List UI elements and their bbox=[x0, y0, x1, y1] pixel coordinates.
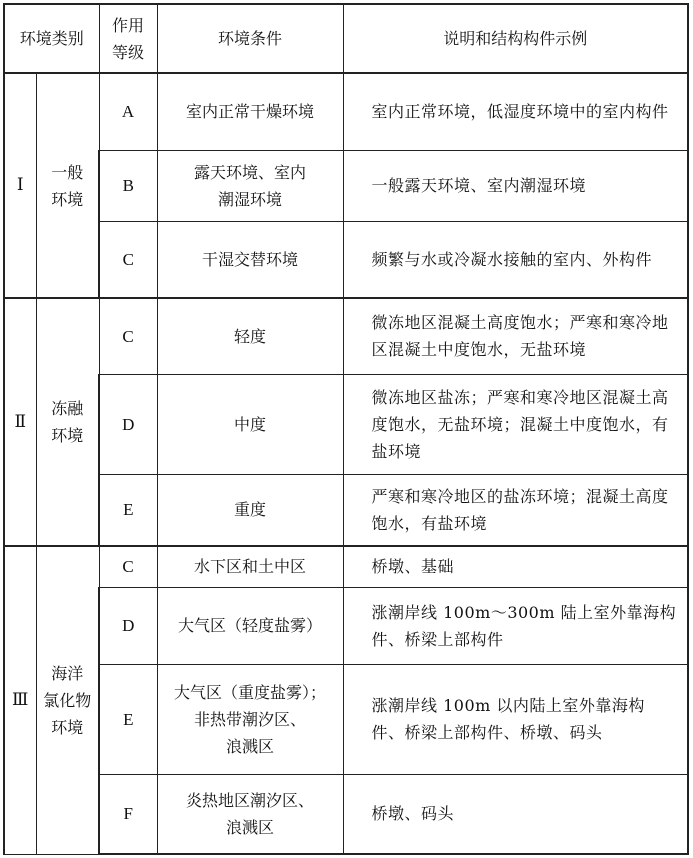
description-cell: 桥墩、基础 bbox=[343, 546, 688, 587]
table-row bbox=[4, 298, 688, 374]
table-row bbox=[4, 374, 688, 474]
grade-cell: E bbox=[99, 664, 157, 774]
description-cell: 涨潮岸线 100m 以内陆上室外靠海构件、桥梁上部构件、桥墩、码头 bbox=[343, 664, 688, 774]
condition-cell: 重度 bbox=[157, 474, 343, 546]
grade-cell: D bbox=[99, 587, 157, 664]
category-numeral: Ⅰ bbox=[4, 73, 36, 298]
description-cell: 严寒和寒冷地区的盐冻环境；混凝土高度饱水，有盐环境 bbox=[343, 474, 688, 546]
condition-cell: 水下区和土中区 bbox=[157, 546, 343, 587]
table-row bbox=[4, 587, 688, 664]
condition-cell: 室内正常干燥环境 bbox=[157, 73, 343, 150]
table-row bbox=[4, 73, 688, 150]
grade-cell: C bbox=[99, 546, 157, 587]
table-row bbox=[4, 150, 688, 221]
grade-cell: C bbox=[99, 221, 157, 298]
table-row bbox=[4, 664, 688, 774]
header-category: 环境类别 bbox=[4, 4, 99, 73]
condition-cell: 中度 bbox=[157, 374, 343, 474]
category-name: 一般 环境 bbox=[36, 73, 99, 298]
table-row bbox=[4, 474, 688, 546]
description-cell: 室内正常环境，低湿度环境中的室内构件 bbox=[343, 73, 688, 150]
condition-cell: 干湿交替环境 bbox=[157, 221, 343, 298]
description-cell: 桥墩、码头 bbox=[343, 774, 688, 854]
description-cell: 一般露天环境、室内潮湿环境 bbox=[343, 150, 688, 221]
grade-cell: C bbox=[99, 298, 157, 374]
grade-cell: A bbox=[99, 73, 157, 150]
description-cell: 微冻地区盐冻；严寒和寒冷地区混凝土高度饱水，无盐环境；混凝土中度饱水，有盐环境 bbox=[343, 374, 688, 474]
category-numeral: Ⅱ bbox=[4, 298, 36, 546]
grade-cell: B bbox=[99, 150, 157, 221]
header-condition: 环境条件 bbox=[157, 4, 343, 73]
category-name: 海洋 氯化物 环境 bbox=[36, 546, 99, 854]
condition-cell: 大气区（轻度盐雾） bbox=[157, 587, 343, 664]
table-row bbox=[4, 546, 688, 587]
condition-cell: 露天环境、室内 潮湿环境 bbox=[157, 150, 343, 221]
category-numeral: Ⅲ bbox=[4, 546, 36, 854]
description-cell: 涨潮岸线 100m～300m 陆上室外靠海构件、桥梁上部构件 bbox=[343, 587, 688, 664]
condition-cell: 大气区（重度盐雾）； 非热带潮汐区、 浪溅区 bbox=[157, 664, 343, 774]
description-cell: 微冻地区混凝土高度饱水；严寒和寒冷地区混凝土中度饱水，无盐环境 bbox=[343, 298, 688, 374]
category-name: 冻融 环境 bbox=[36, 298, 99, 546]
condition-cell: 轻度 bbox=[157, 298, 343, 374]
header-grade: 作用 等级 bbox=[99, 4, 157, 73]
grade-cell: E bbox=[99, 474, 157, 546]
table-row bbox=[4, 774, 688, 854]
grade-cell: D bbox=[99, 374, 157, 474]
header-row bbox=[4, 4, 688, 73]
table-row bbox=[4, 221, 688, 298]
condition-cell: 炎热地区潮汐区、 浪溅区 bbox=[157, 774, 343, 854]
grade-cell: F bbox=[99, 774, 157, 854]
header-description: 说明和结构构件示例 bbox=[343, 4, 688, 73]
description-cell: 频繁与水或冷凝水接触的室内、外构件 bbox=[343, 221, 688, 298]
environment-classification-table bbox=[3, 3, 689, 855]
